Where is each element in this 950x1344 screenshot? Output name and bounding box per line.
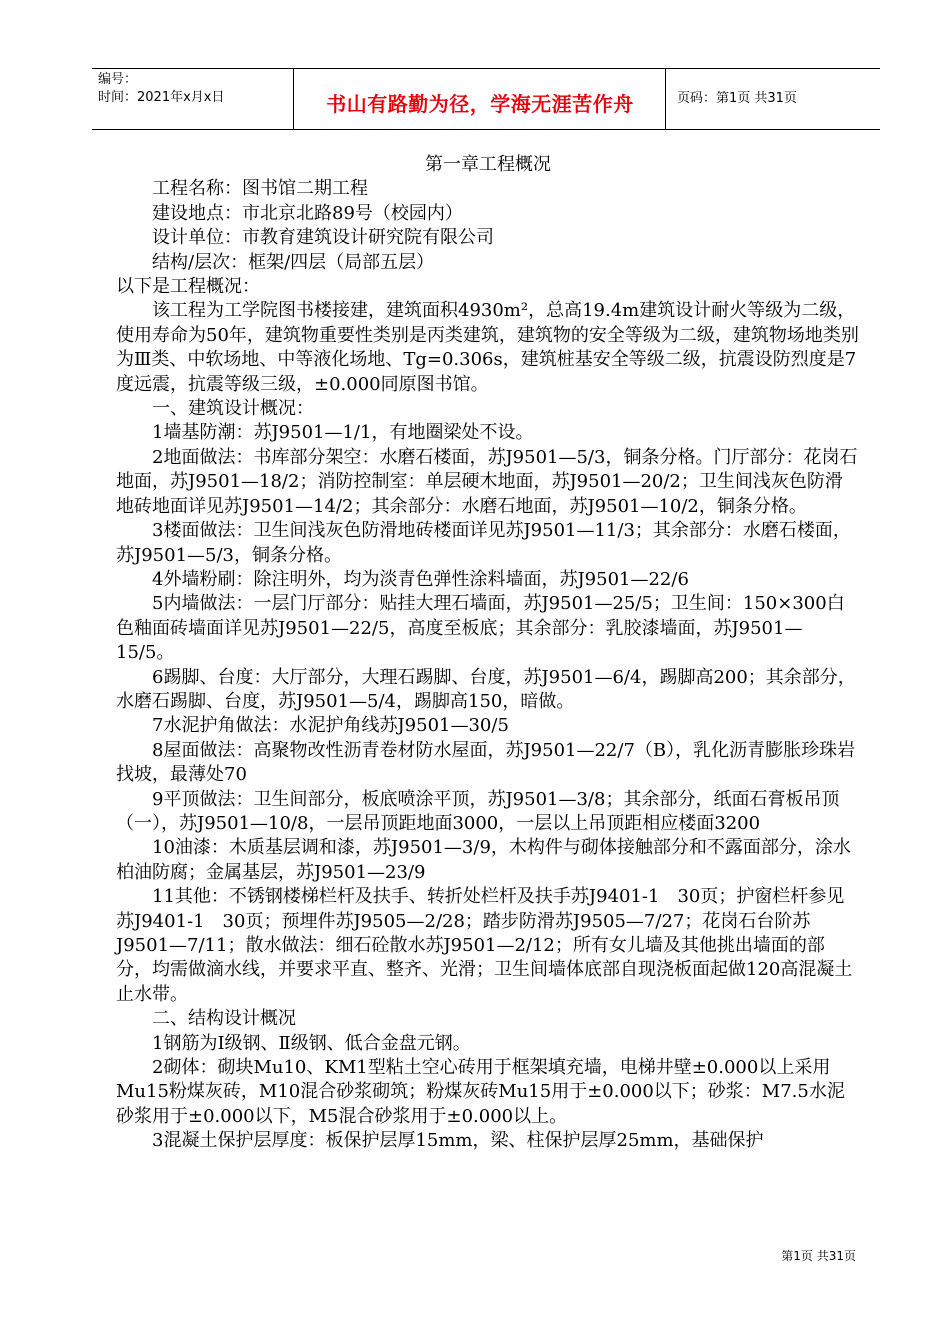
section-1-item: 6踢脚、台度：大厅部分，大理石踢脚、台度，苏J9501—6/4，踢脚高200；其余部分，水磨石踢脚、台度，苏J9501—5/4，踢脚高150，暗做。	[116, 666, 856, 712]
info-line-project-name: 工程名称：图书馆二期工程	[152, 178, 368, 200]
section-1-item: 2地面做法：书库部分架空：水磨石楼面，苏J9501—5/3，铜条分格。门厅部分：花岗石地面，苏J9501—18/2；消防控制室：单层硬木地面，苏J9501—20/2；卫生间浅灰色防滑地砖地面详见苏J9501—14/2；其余部分：水磨石地面，苏J9501—10/2，铜条分格。	[116, 446, 858, 517]
header-motto: 书山有路勤为径，学海无涯苦作舟	[326, 92, 634, 116]
document-body	[116, 153, 860, 1154]
section-1-item: 3楼面做法：卫生间浅灰色防滑地砖楼面详见苏J9501—11/3；其余部分：水磨石楼面，苏J9501—5/3，铜条分格。	[116, 520, 851, 566]
overview-heading: 以下是工程概况：	[116, 276, 260, 298]
chapter-title: 第一章工程概况	[425, 154, 551, 175]
section-2-item: 2砌体：砌块Mu10、KM1型粘土空心砖用于框架填充墙，电梯井壁±0.000以上采用Mu15粉煤灰砖，M10混合砂浆砌筑；粉煤灰砖Mu15用于±0.000以下；砂浆：M7.5水泥砂浆用于±0.000以下，M5混合砂浆用于±0.000以上。	[116, 1057, 845, 1127]
info-line-location: 建设地点：市北京北路89号（校园内）	[152, 202, 463, 224]
section-2-heading: 二、结构设计概况	[152, 1008, 296, 1030]
header-divider-right	[665, 68, 666, 130]
section-1-item: 5内墙做法：一层门厅部分：贴挂大理石墙面，苏J9501—25/5；卫生间：150×300白色釉面砖墙面详见苏J9501—22/5，高度至板底；其余部分：乳胶漆墙面，苏J9501—15/5。	[116, 593, 845, 664]
section-1-item: 11其他：不锈钢楼梯栏杆及扶手、转折处栏杆及扶手苏J9401-1 30页；护窗栏杆参见苏J9401-1 30页；预埋件苏J9505—2/28；踏步防滑苏J9505—7/27；花岗石台阶苏J9501—7/11；散水做法：细石砼散水苏J9501—2/12；所有女儿墙及其他挑出墙面的部分，均需做滴水线，并要求平直、整齐、光滑；卫生间墙体底部自现浇板面起做120高混凝土止水带。	[116, 886, 853, 1005]
section-1-heading: 一、建筑设计概况：	[152, 398, 314, 420]
overview-paragraph: 该工程为工学院图书楼接建，建筑面积4930m²，总高19.4m建筑设计耐火等级为二级，使用寿命为50年，建筑物重要性类别是丙类建筑，建筑物的安全等级为二级，建筑物场地类别为Ⅲ类、中软场地、中等液化场地、Tg=0.306s，建筑桩基安全等级二级，抗震设防烈度是7度远震，抗震等级三级，±0.000同原图书馆。	[116, 300, 859, 395]
section-1-item: 9平顶做法：卫生间部分，板底喷涂平顶，苏J9501—3/8；其余部分，纸面石膏板吊顶（一），苏J9501—10/8，一层吊顶距地面3000，一层以上吊顶距相应楼面3200	[116, 788, 840, 834]
section-2-item: 1钢筋为Ⅰ级钢、Ⅱ级钢、低合金盘元钢。	[152, 1032, 471, 1054]
header-bottom-rule	[92, 129, 880, 130]
section-1-item: 1墙基防潮：苏J9501—1/1，有地圈梁处不设。	[152, 422, 534, 444]
section-2-item: 3混凝土保护层厚度：板保护层厚15mm，梁、柱保护层厚25mm，基础保护	[152, 1130, 764, 1152]
header-number-label: 编号：	[98, 72, 138, 87]
section-1-item: 7水泥护角做法：水泥护角线苏J9501—30/5	[152, 715, 509, 737]
page-footer: 第1页 共31页	[781, 1249, 856, 1263]
info-line-structure: 结构/层次：框架/四层（局部五层）	[152, 251, 435, 273]
header-time-label: 时间：2021年x月x日	[98, 90, 225, 105]
header-divider-left	[293, 68, 294, 130]
section-1-item: 4外墙粉刷：除注明外，均为淡青色弹性涂料墙面，苏J9501—22/6	[152, 568, 689, 590]
info-line-design-unit: 设计单位：市教育建筑设计研究院有限公司	[152, 227, 494, 249]
section-1-item: 10油漆：木质基层调和漆，苏J9501—3/9，木构件与砌体接触部分和不露面部分，涂水柏油防腐；金属基层，苏J9501—23/9	[116, 837, 851, 883]
section-1-item: 8屋面做法：高聚物改性沥青卷材防水屋面，苏J9501—22/7（B），乳化沥青膨胀珍珠岩找坡，最薄处70	[116, 739, 856, 786]
header-top-rule	[92, 68, 880, 69]
header-page-label: 页码：第1页 共31页	[677, 91, 797, 106]
